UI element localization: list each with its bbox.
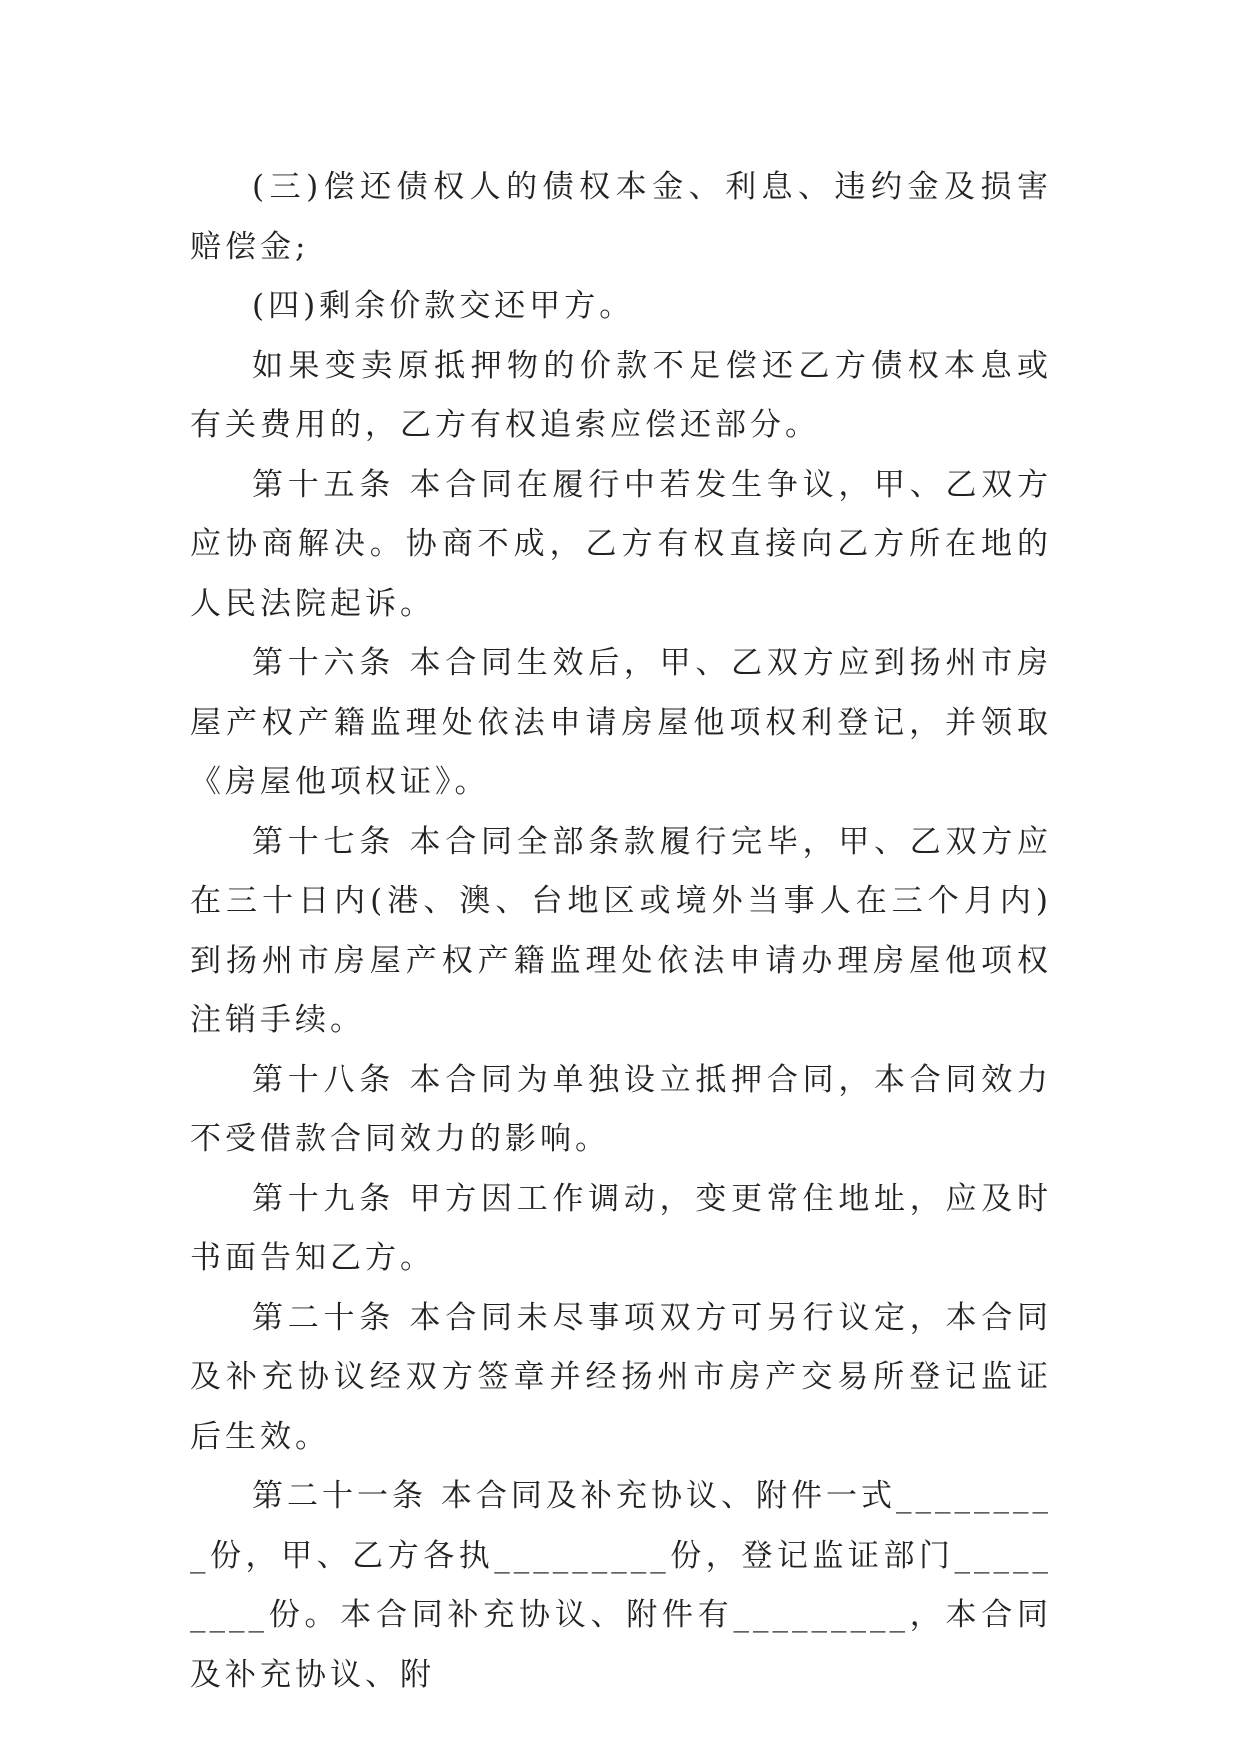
paragraph-article-18: 第十八条 本合同为单独设立抵押合同，本合同效力不受借款合同效力的影响。: [190, 1061, 1052, 1157]
paragraph-article-21: 第二十一条 本合同及补充协议、附件一式_________份，甲、乙方各执_________份，登记监证部门_________份。本合同补充协议、附件有_________，本合同及补充协议、附: [190, 1478, 1052, 1693]
paragraph-article-15: 第十五条 本合同在履行中若发生争议，甲、乙双方应协商解决。协商不成，乙方有权直接向乙方所在地的人民法院起诉。: [190, 466, 1052, 622]
document-body: [190, 158, 1052, 1705]
paragraph-article-16: 第十六条 本合同生效后，甲、乙双方应到扬州市房屋产权产籍监理处依法申请房屋他项权利登记，并领取《房屋他项权证》。: [190, 645, 1052, 800]
paragraph-article-20: 第二十条 本合同未尽事项双方可另行议定，本合同及补充协议经双方签章并经扬州市房产交易所登记监证后生效。: [190, 1299, 1052, 1455]
paragraph-insufficient-proceeds: 如果变卖原抵押物的价款不足偿还乙方债权本息或有关费用的，乙方有权追索应偿还部分。: [190, 347, 1052, 443]
paragraph-article-19: 第十九条 甲方因工作调动，变更常住地址，应及时书面告知乙方。: [190, 1180, 1052, 1276]
paragraph-article-17: 第十七条 本合同全部条款履行完毕，甲、乙双方应在三十日内(港、澳、台地区或境外当事人在三个月内)到扬州市房屋产权产籍监理处依法申请办理房屋他项权注销手续。: [190, 823, 1052, 1038]
paragraph-repayment-item-4: (四)剩余价款交还甲方。: [252, 288, 635, 324]
paragraph-repayment-item-3: (三)偿还债权人的债权本金、利息、违约金及损害赔偿金;: [190, 169, 1052, 265]
